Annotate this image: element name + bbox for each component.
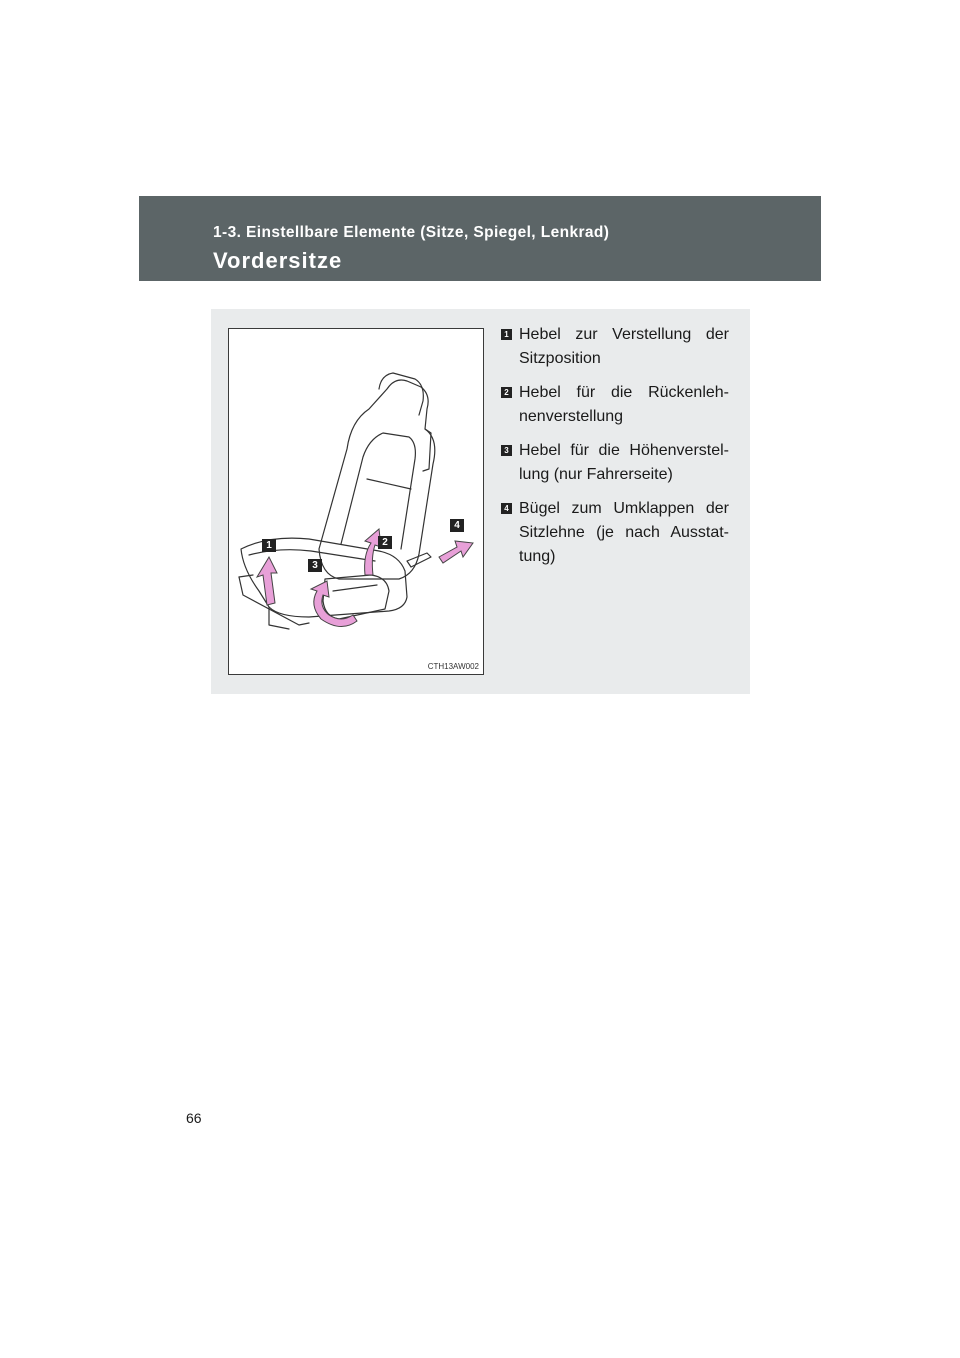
section-title: 1-3. Einstellbare Elemente (Sitze, Spiegel, Lenkrad)	[213, 224, 610, 241]
legend-text: Hebel für die Rückenleh-nenverstellung	[519, 384, 729, 425]
legend-list	[501, 323, 729, 579]
seat-illustration	[228, 328, 484, 675]
legend-item	[501, 497, 729, 569]
figure-code: CTH13AW002	[427, 662, 479, 671]
legend-number: 4	[501, 503, 512, 514]
legend-number: 2	[501, 387, 512, 398]
header-band	[139, 196, 821, 281]
legend-number: 3	[501, 445, 512, 456]
legend-item	[501, 381, 729, 429]
legend-number: 1	[501, 329, 512, 340]
callout-4: 4	[450, 519, 464, 532]
legend-item	[501, 439, 729, 487]
seat-drawing-icon	[229, 329, 485, 676]
legend-text: Bügel zum Umklappen der Sitzlehne (je nach Ausstat-tung)	[519, 500, 729, 565]
callout-3: 3	[308, 559, 322, 572]
legend-item	[501, 323, 729, 371]
content-box	[211, 309, 750, 694]
legend-text: Hebel zur Verstellung der Sitzposition	[519, 326, 729, 367]
legend-text: Hebel für die Höhenverstel-lung (nur Fahrerseite)	[519, 442, 729, 483]
page-title: Vordersitze	[213, 248, 343, 273]
callout-1: 1	[262, 539, 276, 552]
callout-2: 2	[378, 536, 392, 549]
page-number: 66	[186, 1110, 202, 1126]
